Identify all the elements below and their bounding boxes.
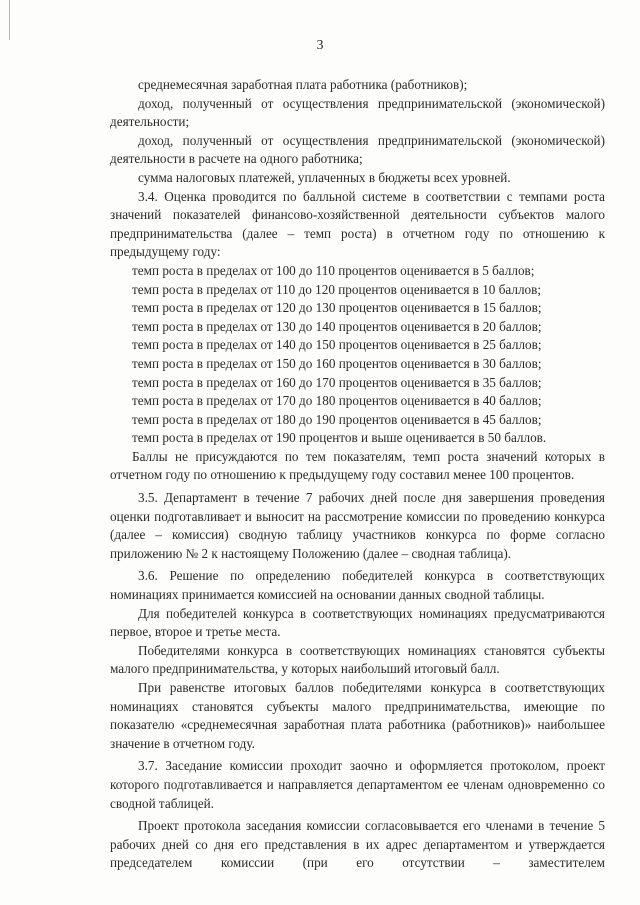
list-item: темп роста в пределах от 180 до 190 процентов оценивается в 45 баллов; bbox=[132, 411, 542, 427]
list-item: темп роста в пределах от 140 до 150 процентов оценивается в 25 баллов; bbox=[132, 337, 542, 353]
list-item: темп роста в пределах от 170 до 180 процентов оценивается в 40 баллов; bbox=[132, 393, 542, 409]
list-item: темп роста в пределах от 150 до 160 процентов оценивается в 30 баллов; bbox=[132, 355, 542, 371]
list-item: темп роста в пределах от 190 процентов и выше оценивается в 50 баллов. bbox=[132, 430, 547, 446]
paragraph: сумма налоговых платежей, уплаченных в бюджеты всех уровней. bbox=[138, 169, 511, 185]
paragraph: доход, полученный от осуществления предпринимательской (экономической) деятельности в расчете на одного работника; bbox=[110, 132, 605, 167]
scan-edge-mark bbox=[9, 0, 10, 40]
paragraph: Для победителей конкурса в соответствующих номинациях предусматриваются первое, второе и третье места. bbox=[110, 605, 605, 640]
document-body bbox=[110, 76, 605, 873]
page-number: 3 bbox=[316, 38, 324, 53]
paragraph: доход, полученный от осуществления предпринимательской (экономической) деятельности; bbox=[110, 95, 605, 130]
list-item: темп роста в пределах от 130 до 140 процентов оценивается в 20 баллов; bbox=[132, 318, 542, 334]
paragraph: 3.5. Департамент в течение 7 рабочих дней после дня завершения проведения оценки подготавливает и выносит на рассмотрение комиссии по проведению конкурса (далее – комиссия) сводную таблицу участников конкурса по форме согласно приложению № 2 к настоящему Положению (далее – сводная таблица). bbox=[110, 490, 605, 561]
paragraph: Победителями конкурса в соответствующих номинациях становятся субъекты малого предпринимательства, у которых наибольший итоговый балл. bbox=[110, 642, 605, 677]
list-item: темп роста в пределах от 160 до 170 процентов оценивается в 35 баллов; bbox=[132, 374, 542, 390]
paragraph: 3.4. Оценка проводится по балльной системе в соответствии с темпами роста значений показателей финансово-хозяйственной деятельности субъектов малого предпринимательства (далее – темп роста) в отчетном году по отношению к предыдущему году: bbox=[110, 188, 605, 260]
paragraph: Баллы не присуждаются по тем показателям, темп роста значений которых в отчетном году по отношению к предыдущему году составил менее 100 процентов. bbox=[110, 448, 605, 483]
paragraph: 3.7. Заседание комиссии проходит заочно и оформляется протоколом, проект которого подготавливается и направляется департаментом ее членам одновременно со сводной таблицей. bbox=[110, 758, 605, 811]
paragraph: При равенстве итоговых баллов победителями конкурса в соответствующих номинациях становятся субъекты малого предпринимательства, имеющие по показателю «среднемесячная заработная плата работника (работников)» наибольшее значение в отчетном году. bbox=[110, 680, 605, 751]
paragraph: среднемесячная заработная плата работника (работников); bbox=[138, 77, 468, 92]
list-item: темп роста в пределах от 110 до 120 процентов оценивается в 10 баллов; bbox=[132, 281, 542, 297]
list-item: темп роста в пределах от 120 до 130 процентов оценивается в 15 баллов; bbox=[132, 300, 542, 316]
paragraph: Проект протокола заседания комиссии согласовывается его членами в течение 5 рабочих дней со дня его представления в их адрес департаментом и утверждается председателем комиссии (при его отсутствии – заместителем bbox=[110, 818, 605, 871]
list-item: темп роста в пределах от 100 до 110 процентов оценивается в 5 баллов; bbox=[132, 262, 535, 278]
paragraph: 3.6. Решение по определению победителей конкурса в соответствующих номинациях принимается комиссией на основании данных сводной таблицы. bbox=[110, 568, 605, 603]
